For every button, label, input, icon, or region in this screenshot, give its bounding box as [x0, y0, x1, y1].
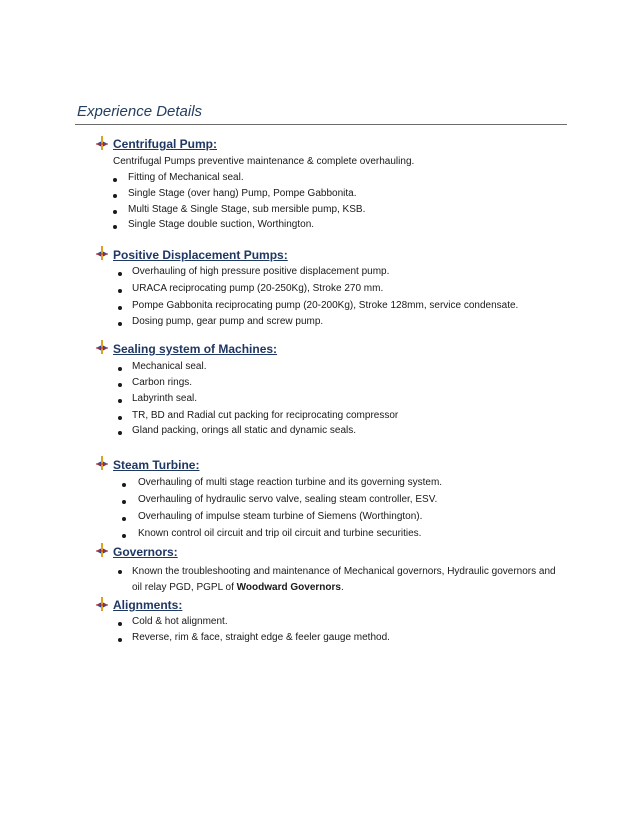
section-heading-governors: Governors: — [113, 545, 178, 559]
pushpin-icon — [94, 246, 110, 260]
pushpin-icon — [94, 456, 110, 470]
section-heading-alignments: Alignments: — [113, 598, 183, 612]
page-title: Experience Details — [77, 103, 203, 120]
pushpin-icon — [94, 136, 110, 150]
section-intro: Centrifugal Pumps preventive maintenance & complete overhauling. — [113, 156, 415, 167]
section-heading-sealing-system: Sealing system of Machines: — [113, 342, 278, 356]
title-rule — [75, 124, 567, 125]
pushpin-icon — [94, 340, 110, 354]
section-heading-positive-displacement-pumps: Positive Displacement Pumps: — [113, 248, 288, 262]
pushpin-icon — [94, 597, 110, 611]
section-heading-centrifugal-pump: Centrifugal Pump: — [113, 137, 217, 151]
pushpin-icon — [94, 543, 110, 557]
section-heading-steam-turbine: Steam Turbine: — [113, 458, 200, 472]
